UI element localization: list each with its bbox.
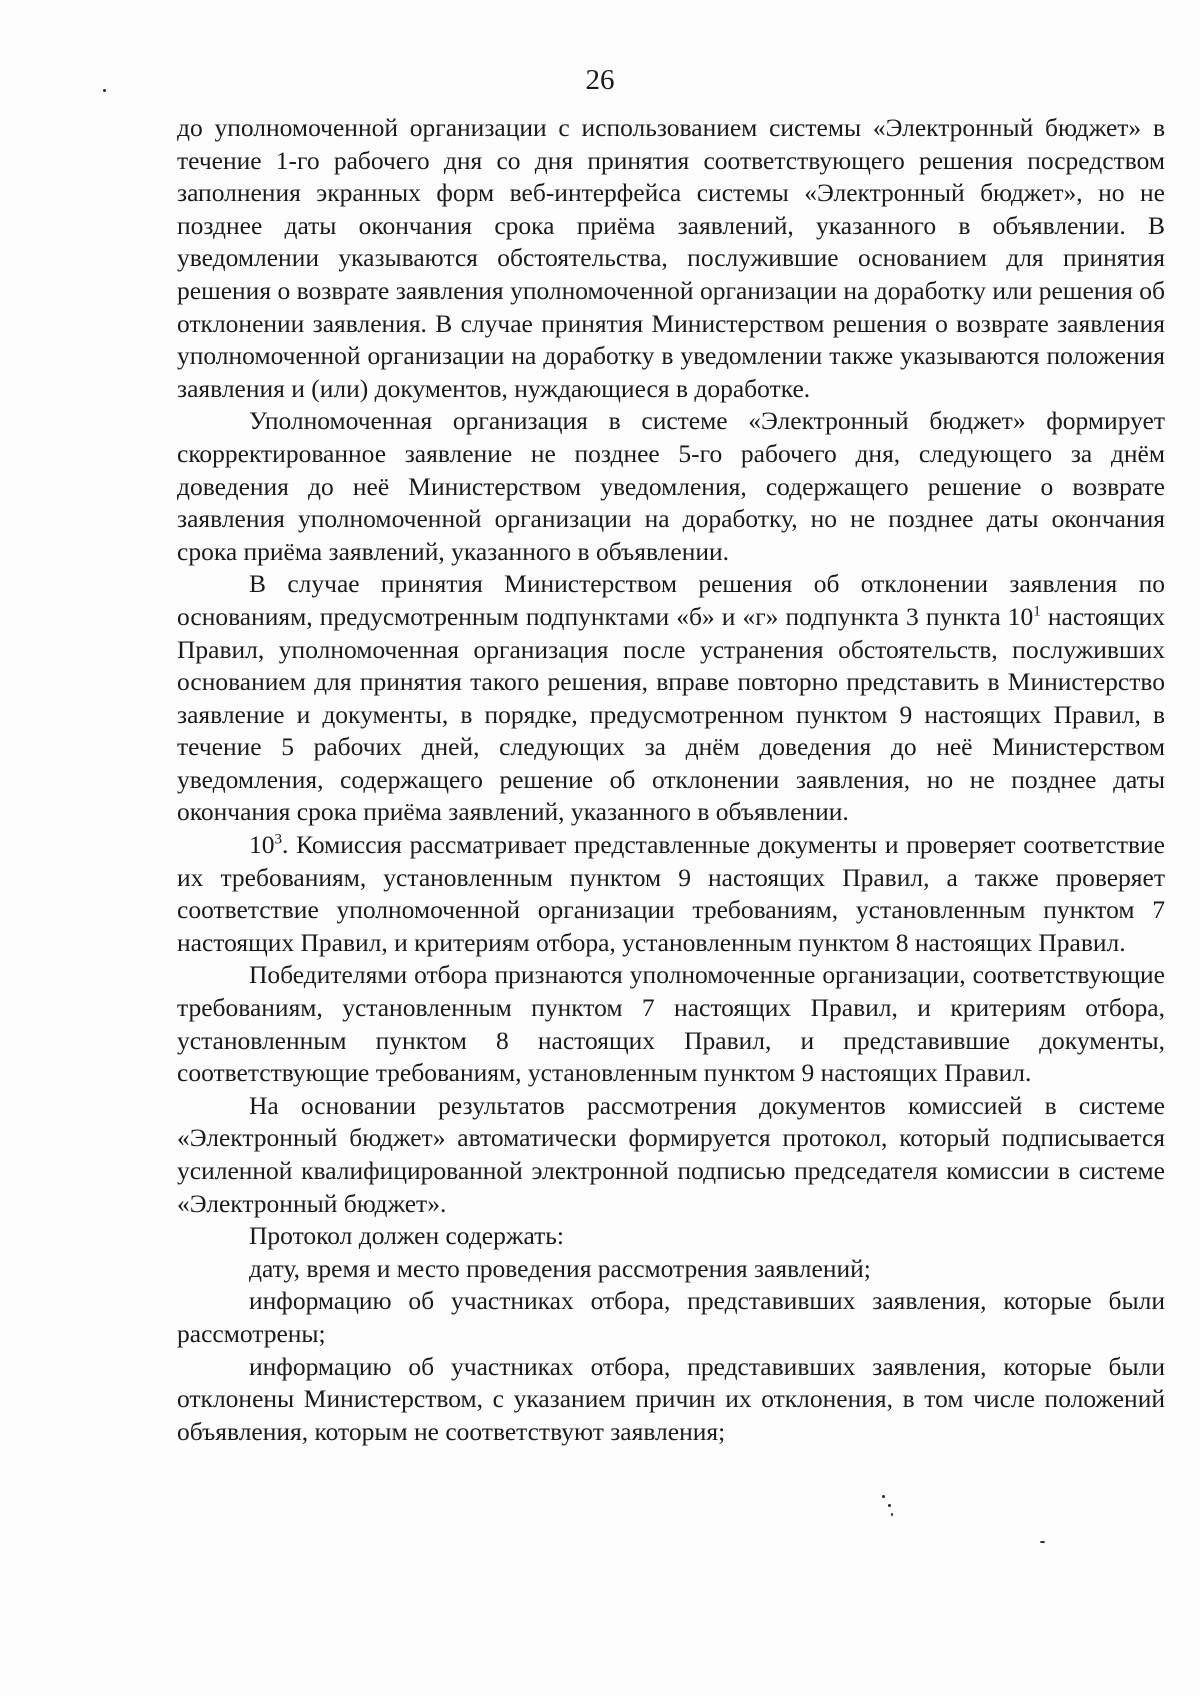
page-number: 26 [585,64,615,96]
list-item: дату, время и место проведения рассмотрения заявлений; [249,1253,871,1283]
clause-number: 10 [249,830,275,860]
document-body [177,112,1165,1448]
list-item: информацию об участниках отбора, представивших заявления, которые были рассмотрены; [177,1286,1165,1348]
list-item: информацию об участниках отбора, представивших заявления, которые были отклонены Министерством, с указанием причин их отклонения, в том числе положений объявления, которым не соответствуют заявления; [177,1351,1165,1446]
paragraph: На основании результатов рассмотрения документов комиссией в системе «Электронный бюджет» автоматически формируется протокол, который подписывается усиленной квалифицированной электронной подписью председателя комиссии в системе «Электронный бюджет». [177,1090,1165,1218]
paragraph: Протокол должен содержать: [249,1221,564,1251]
paragraph [177,829,1165,959]
paragraph: до уполномоченной организации с использованием системы «Электронный бюджет» в течение 1-го рабочего дня со дня принятия соответствующего решения посредством заполнения экранных форм веб-интерфейса системы «Электронный бюджет», но не позднее даты окончания срока приёма заявлений, указанного в объявлении. В уведомлении указываются обстоятельства, послужившие основанием для принятия решения о возврате заявления уполномоченной организации на доработку или решения об отклонении заявления. В случае принятия Министерством решения о возврате заявления уполномоченной организации на доработку в уведомлении также указываются положения заявления и (или) документов, нуждающиеся в доработке. [177,113,1165,403]
paragraph: Победителями отбора признаются уполномоченные организации, соответствующие требованиям, установленным пунктом 7 настоящих Правил, и критериям отбора, установленным пунктом 8 настоящих Правил, и представившие документы, соответствующие требованиям, установленным пунктом 9 настоящих Правил. [177,960,1165,1088]
scan-speck [882,1495,885,1498]
scan-speck [1040,1541,1045,1543]
paragraph-text: В случае принятия Министерством решения об отклонении заявления по основаниям, предусмотренным подпунктами «б» и «г» подпункта 3 пункта 10 [177,569,1165,631]
paragraph: Уполномоченная организация в системе «Электронный бюджет» формирует скорректированное заявление не позднее 5-го рабочего дня, следующего за днём доведения до неё Министерством уведомления, содержащего решение о возврате заявления уполномоченной организации на доработку, но не позднее даты окончания срока приёма заявлений, указанного в объявлении. [177,406,1165,566]
scan-speck [103,89,106,92]
superscript-index: 3 [274,831,282,848]
paragraph [177,568,1165,829]
paragraph-text: . Комиссия рассматривает представленные документы и проверяет соответствие их требованиям, установленным пунктом 9 настоящих Правил, а также проверяет соответствие уполномоченной организации требованиям, установленным пунктом 7 настоящих Правил, и критериям отбора, установленным пунктом 8 настоящих Правил. [177,830,1165,957]
paragraph-text: настоящих Правил, уполномоченная организация после устранения обстоятельств, послуживших основанием для принятия такого решения, вправе повторно представить в Министерство заявление и документы, в порядке, предусмотренном пунктом 9 настоящих Правил, в течение 5 рабочих дней, следующих за днём доведения до неё Министерством уведомления, содержащего решение об отклонении заявления, но не позднее даты окончания срока приёма заявлений, указанного в объявлении. [177,601,1165,827]
superscript-index: 1 [1033,603,1041,620]
scan-speck [891,1513,893,1516]
scan-speck [888,1504,891,1507]
